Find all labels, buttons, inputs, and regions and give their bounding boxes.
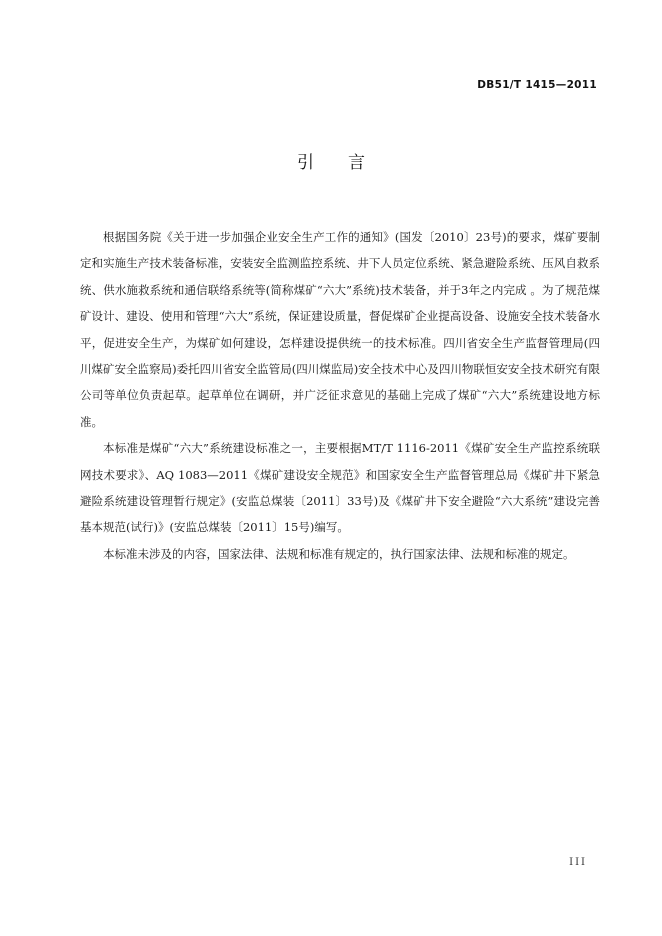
document-code: DB51/T 1415—2011 [477, 79, 597, 91]
body-text [80, 224, 600, 567]
paragraph-background: 根据国务院《关于进一步加强企业安全生产工作的通知》(国发〔2010〕23号)的要求，煤矿要制定和实施生产技术装备标准，安装安全监测监控系统、井下人员定位系统、紧急避险系统、压风自救系统、供水施救系统和通信联络系统等(简称煤矿“六大”系统)技术装备，并于3年之内完成 。为了规范煤矿设计、建设、使用和管理“六大”系统，保证建设质量，督促煤矿企业提高设备、设施安全技术装备水平，促进安全生产，为煤矿如何建设，怎样建设提供统一的技术标准。四川省安全生产监督管理局(四川煤矿安全监察局)委托四川省安全监管局(四川煤监局)安全技术中心及四川物联恒安安全技术研究有限公司等单位负责起草。起草单位在调研，并广泛征求意见的基础上完成了煤矿“六大”系统建设地方标准。 [80, 230, 600, 429]
page-number: III [569, 857, 587, 868]
paragraph-scope-note: 本标准未涉及的内容，国家法律、法规和标准有规定的，执行国家法律、法规和标准的规定。 [103, 546, 575, 561]
section-title: 引言 [297, 153, 399, 173]
paragraph-basis: 本标准是煤矿“六大”系统建设标准之一，主要根据MT/T 1116-2011《煤矿安全生产监控系统联网技术要求》、AQ 1083—2011《煤矿建设安全规范》和国家安全生产监督管理总局《煤矿井下紧急避险系统建设管理暂行规定》(安监总煤装〔2011〕33号)及《煤矿井下安全避险“六大系统”建设完善基本规范(试行)》(安监总煤装〔2011〕15号)编写。 [80, 441, 600, 535]
